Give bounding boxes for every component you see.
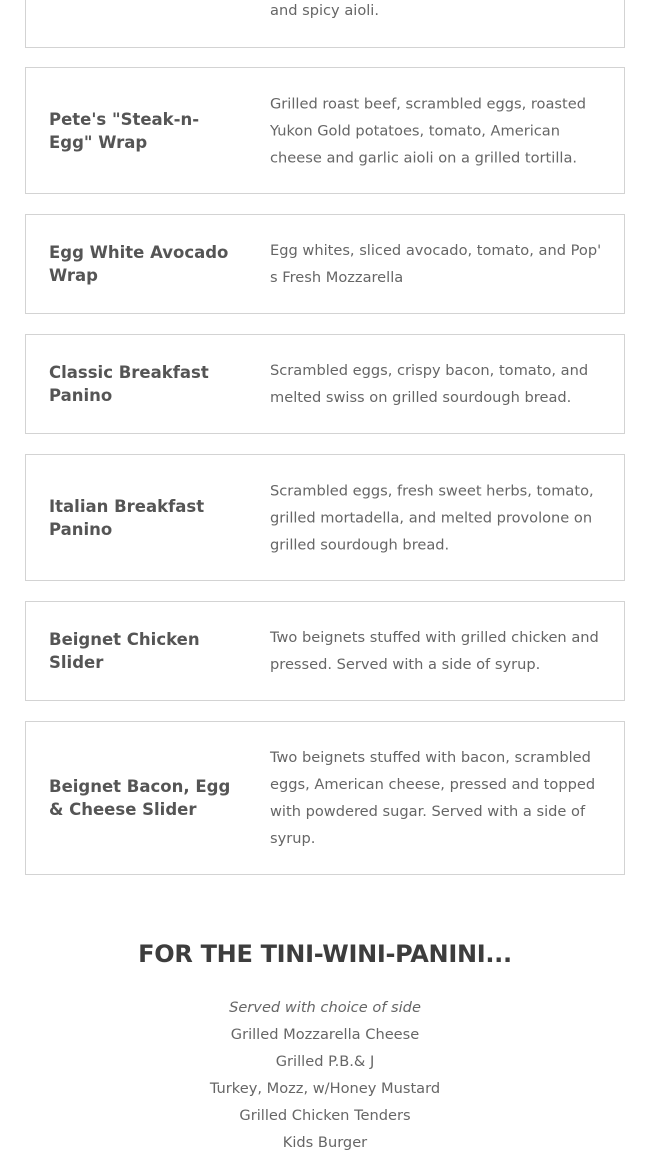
kids-menu-item: Kids Burger bbox=[282, 1134, 368, 1151]
menu-item-description: Scrambled eggs, fresh sweet herbs, tomato, grilled mortadella, and melted provolone on grilled sourdough bread. bbox=[270, 482, 594, 553]
menu-item-name: Classic Breakfast Panino bbox=[49, 363, 209, 405]
kids-menu-item: Grilled Chicken Tenders bbox=[239, 1107, 411, 1124]
menu-item-description: Two beignets stuffed with bacon, scrambled eggs, American cheese, pressed and topped with powdered sugar. Served with a side of syrup. bbox=[270, 749, 596, 847]
menu-item-name: Beignet Chicken Slider bbox=[49, 630, 200, 672]
menu-item-description bbox=[270, 0, 610, 24]
kids-menu-item: Grilled Mozzarella Cheese bbox=[230, 1026, 420, 1043]
menu-item-card bbox=[25, 334, 625, 434]
menu-item-description-text: and spicy aioli. bbox=[270, 2, 379, 19]
kids-menu-note: Served with choice of side bbox=[229, 999, 421, 1016]
menu-item-card bbox=[25, 721, 625, 875]
menu-item-description: Scrambled eggs, crispy bacon, tomato, and melted swiss on grilled sourdough bread. bbox=[270, 362, 589, 406]
menu-item-description: Two beignets stuffed with grilled chicken and pressed. Served with a side of syrup. bbox=[270, 629, 599, 673]
menu-item-card bbox=[25, 454, 625, 581]
menu-item-description: Grilled roast beef, scrambled eggs, roasted Yukon Gold potatoes, tomato, American cheese and garlic aioli on a grilled tortilla. bbox=[270, 95, 586, 166]
menu-item-name: Italian Breakfast Panino bbox=[49, 496, 205, 539]
menu-item-card bbox=[25, 601, 625, 701]
menu-item-name: Beignet Bacon, Egg & Cheese Slider bbox=[49, 777, 231, 819]
menu-item-card bbox=[25, 67, 625, 194]
section-title: FOR THE TINI-WINI-PANINI... bbox=[138, 940, 512, 968]
kids-menu-item: Turkey, Mozz, w/Honey Mustard bbox=[209, 1080, 441, 1097]
menu-item-description: Egg whites, sliced avocado, tomato, and Pop' s Fresh Mozzarella bbox=[270, 242, 602, 286]
menu-item-name: Pete's "Steak-n-Egg" Wrap bbox=[49, 109, 200, 152]
kids-menu-item: Grilled P.B.& J bbox=[275, 1053, 375, 1070]
kids-menu-list bbox=[0, 994, 650, 1156]
menu-item-name: Egg White Avocado Wrap bbox=[49, 243, 229, 285]
menu-item-card bbox=[25, 214, 625, 314]
menu-item-card bbox=[25, 0, 625, 48]
